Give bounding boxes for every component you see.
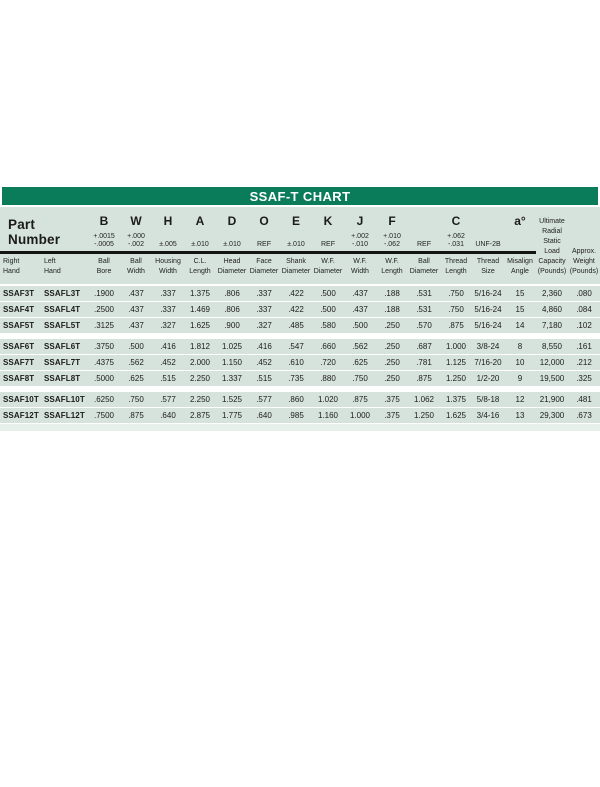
capacity-header-line: Static Load (543, 238, 561, 255)
table-row (0, 392, 600, 407)
header-letters-row (0, 207, 600, 251)
tolerance-line: REF (417, 241, 431, 248)
column-letter: J (356, 214, 364, 228)
data-cell: .875 (128, 411, 144, 420)
tolerance-line: ±.010 (223, 241, 241, 248)
data-cell: .188 (384, 289, 400, 298)
tolerance-line: -.002 (128, 241, 144, 248)
sublabel-line: Diameter (281, 268, 311, 275)
column-tolerance (447, 233, 465, 249)
sublabel-line: Ball (130, 258, 142, 265)
data-cell: .250 (384, 358, 400, 367)
tolerance-line: +.000 (127, 233, 145, 240)
column-sublabel (152, 254, 184, 284)
part-number-left-hand: SSAFL4T (44, 305, 81, 314)
data-cell: .500 (128, 342, 144, 351)
data-cell: .416 (256, 342, 272, 351)
data-cell: .750 (128, 395, 144, 404)
column-letter: F (388, 214, 396, 228)
data-cell: .750 (448, 289, 464, 298)
table-header (0, 207, 600, 284)
dimension-column-head (344, 207, 376, 251)
chart-title: SSAF-T CHART (249, 188, 351, 204)
data-cell: 2.250 (189, 395, 211, 404)
dimension-column-head (472, 207, 504, 251)
data-cell: 1.625 (445, 411, 467, 420)
data-cell: .610 (288, 358, 304, 367)
weight-header-stack (568, 207, 600, 284)
sublabel-line: Housing (155, 258, 181, 265)
column-tolerance (159, 241, 176, 249)
data-cell: .750 (352, 374, 368, 383)
column-sublabel (280, 254, 312, 284)
column-letter: K (323, 214, 333, 228)
column-letter: O (259, 214, 269, 228)
tolerance-line: +.002 (351, 233, 369, 240)
table-row (0, 371, 600, 386)
dimension-column-head (120, 207, 152, 251)
data-cell: .531 (416, 305, 432, 314)
data-cell: 8,550 (541, 342, 563, 351)
column-sublabel (408, 254, 440, 284)
data-cell: 1.062 (413, 395, 435, 404)
column-sublabel (248, 254, 280, 284)
sublabel-line: Length (381, 268, 403, 275)
data-cell: 1.469 (189, 305, 211, 314)
data-cell: .080 (576, 289, 592, 298)
hand-column-label (40, 254, 88, 284)
sublabel-line: Misalign (507, 258, 533, 265)
data-cell: 5/16-24 (474, 321, 502, 330)
data-cell: .437 (128, 289, 144, 298)
dimension-column-head (312, 207, 344, 251)
tolerance-line: -.031 (448, 241, 464, 248)
part-number-left-hand: SSAFL7T (44, 358, 81, 367)
column-sublabel (216, 254, 248, 284)
hand-column-label (0, 254, 40, 284)
data-cell: .875 (448, 321, 464, 330)
dimension-column-head (440, 207, 472, 251)
sublabel-line: Bore (96, 268, 112, 275)
data-cell: .562 (128, 358, 144, 367)
data-cell: .250 (384, 342, 400, 351)
column-sublabel (88, 254, 120, 284)
data-cell: .422 (288, 305, 304, 314)
column-tolerance (417, 241, 431, 249)
tolerance-line: UNF-2B (475, 241, 501, 248)
sublabel-line: Angle (511, 268, 529, 275)
column-tolerance (287, 241, 304, 249)
data-cell: .860 (288, 395, 304, 404)
data-cell: 1.150 (221, 358, 243, 367)
column-tolerance (257, 241, 271, 249)
dimension-column-head (248, 207, 280, 251)
sublabel-line: Length (445, 268, 467, 275)
data-cell: .337 (256, 289, 272, 298)
data-cell: 1.375 (445, 395, 467, 404)
tolerance-line: +.062 (447, 233, 465, 240)
data-cell: 7,180 (541, 321, 563, 330)
data-cell: .750 (448, 305, 464, 314)
weight-header-line: Approx. (571, 248, 597, 255)
dimension-column-head (376, 207, 408, 251)
data-cell: 7/16-20 (474, 358, 502, 367)
data-cell: .660 (320, 342, 336, 351)
data-cell: .7500 (93, 411, 115, 420)
column-sublabel (344, 254, 376, 284)
dimension-column-head (152, 207, 184, 251)
column-tolerance (93, 233, 115, 249)
data-cell: .437 (352, 289, 368, 298)
data-cell: .515 (256, 374, 272, 383)
data-cell: .325 (576, 374, 592, 383)
part-number-left-hand: SSAFL6T (44, 342, 81, 351)
sublabel-line: Thread (476, 258, 500, 265)
part-number-right-hand: SSAF5T (3, 321, 35, 330)
data-cell: 1.000 (349, 411, 371, 420)
weight-header-line: (Pounds) (569, 268, 599, 275)
sublabel-line: W.F. (353, 258, 367, 265)
column-letter: H (163, 214, 173, 228)
tolerance-line: +.010 (383, 233, 401, 240)
data-cell: .673 (576, 411, 592, 420)
column-sublabel (472, 254, 504, 284)
data-cell: .2500 (93, 305, 115, 314)
table-row (0, 339, 600, 354)
data-cell: 29,300 (539, 411, 565, 420)
data-cell: 1.025 (221, 342, 243, 351)
data-cell: .570 (416, 321, 432, 330)
sublabel-line: Size (481, 268, 495, 275)
data-cell: 15 (515, 305, 525, 314)
tolerance-line: +.0015 (93, 233, 115, 240)
capacity-header-line: Radial (542, 228, 562, 235)
data-cell: .084 (576, 305, 592, 314)
data-cell: .806 (224, 289, 240, 298)
capacity-header-stack (536, 207, 568, 284)
data-cell: .437 (352, 305, 368, 314)
sublabel-line: C.L. (193, 258, 207, 265)
data-cell: .337 (160, 305, 176, 314)
data-cell: .500 (320, 289, 336, 298)
data-cell: 10 (515, 358, 525, 367)
data-cell: 8 (517, 342, 523, 351)
table-tail-strip (0, 424, 600, 431)
data-cell: 3/8-24 (476, 342, 500, 351)
tolerance-line: ±.010 (191, 241, 209, 248)
sublabel-line: Diameter (249, 268, 279, 275)
data-cell: 1.375 (189, 289, 211, 298)
data-cell: 1.775 (221, 411, 243, 420)
table-row (0, 355, 600, 370)
column-tolerance (351, 233, 369, 249)
sublabel-line: Width (127, 268, 145, 275)
data-cell: 1.337 (221, 374, 243, 383)
data-cell: 14 (515, 321, 525, 330)
column-letter: D (227, 214, 237, 228)
data-cell: .481 (576, 395, 592, 404)
data-cell: .437 (128, 321, 144, 330)
table-row (0, 408, 600, 423)
dimension-column-head (408, 207, 440, 251)
sublabel-line: Head (223, 258, 241, 265)
part-number-right-hand: SSAF12T (3, 411, 39, 420)
data-cell: 5/16-24 (474, 305, 502, 314)
part-number-left-hand: SSAFL12T (44, 411, 85, 420)
data-cell: .781 (416, 358, 432, 367)
sublabel-line: Hand (3, 268, 20, 275)
data-cell: .337 (160, 289, 176, 298)
data-cell: .640 (256, 411, 272, 420)
column-sublabel (184, 254, 216, 284)
dimension-column-head (88, 207, 120, 251)
data-cell: 2.875 (189, 411, 211, 420)
data-cell: .452 (160, 358, 176, 367)
data-cell: 1.000 (445, 342, 467, 351)
data-cell: 1.525 (221, 395, 243, 404)
data-cell: 1.160 (317, 411, 339, 420)
dimension-column-head (216, 207, 248, 251)
data-cell: .880 (320, 374, 336, 383)
part-number-left-hand: SSAFL10T (44, 395, 85, 404)
table-body (0, 286, 600, 431)
sublabel-line: Right (3, 258, 20, 265)
data-cell: .875 (352, 395, 368, 404)
data-cell: 2.000 (189, 358, 211, 367)
data-cell: .327 (160, 321, 176, 330)
data-cell: .531 (416, 289, 432, 298)
sublabel-line: W.F. (385, 258, 399, 265)
data-cell: .485 (288, 321, 304, 330)
column-tolerance (191, 241, 208, 249)
data-cell: 1/2-20 (476, 374, 500, 383)
data-cell: 1.125 (445, 358, 467, 367)
column-letter: W (130, 214, 142, 228)
data-cell: 13 (515, 411, 525, 420)
column-tolerance (127, 233, 145, 249)
sublabel-line: Length (189, 268, 211, 275)
part-number-right-hand: SSAF8T (3, 374, 35, 383)
data-cell: .515 (160, 374, 176, 383)
data-cell: .625 (352, 358, 368, 367)
data-cell: 12 (515, 395, 525, 404)
tolerance-line: REF (257, 241, 271, 248)
tolerance-line: REF (321, 241, 335, 248)
part-number-right-hand: SSAF6T (3, 342, 35, 351)
tolerance-line: ±.005 (159, 241, 177, 248)
sublabel-line: Thread (444, 258, 468, 265)
dimension-column-head (184, 207, 216, 251)
data-cell: .250 (384, 321, 400, 330)
sublabel-line: Width (159, 268, 177, 275)
capacity-header-line: Capacity (538, 258, 566, 265)
column-letter: C (451, 214, 461, 228)
data-cell: .6250 (93, 395, 115, 404)
data-cell: .875 (416, 374, 432, 383)
data-cell: .416 (160, 342, 176, 351)
data-cell: .337 (256, 305, 272, 314)
column-sublabel (120, 254, 152, 284)
data-cell: .212 (576, 358, 592, 367)
data-cell: .422 (288, 289, 304, 298)
data-cell: .327 (256, 321, 272, 330)
tolerance-line: -.010 (352, 241, 368, 248)
sublabel-line: Diameter (217, 268, 247, 275)
part-number-left-hand: SSAFL8T (44, 374, 81, 383)
part-number-heading: Part Number (8, 217, 61, 247)
table-row (0, 302, 600, 317)
table-row (0, 318, 600, 333)
data-cell: .500 (352, 321, 368, 330)
data-cell: .102 (576, 321, 592, 330)
column-letter: A (195, 214, 205, 228)
data-cell: .577 (256, 395, 272, 404)
data-cell: .562 (352, 342, 368, 351)
sublabel-line: Width (351, 268, 369, 275)
dimension-column-head (280, 207, 312, 251)
dimension-column-head (504, 207, 536, 251)
header-sublabels-row (0, 254, 600, 284)
data-cell: .452 (256, 358, 272, 367)
ssaf-t-chart (0, 187, 600, 431)
data-cell: 1.250 (413, 411, 435, 420)
data-cell: .1900 (93, 289, 115, 298)
data-cell: 1.020 (317, 395, 339, 404)
data-cell: .3750 (93, 342, 115, 351)
sublabel-line: Hand (44, 268, 61, 275)
data-cell: .4375 (93, 358, 115, 367)
part-number-right-hand: SSAF7T (3, 358, 35, 367)
part-number-right-hand: SSAF10T (3, 395, 39, 404)
data-cell: .547 (288, 342, 304, 351)
part-number-right-hand: SSAF4T (3, 305, 35, 314)
data-cell: .735 (288, 374, 304, 383)
data-cell: .985 (288, 411, 304, 420)
data-cell: .161 (576, 342, 592, 351)
data-cell: .720 (320, 358, 336, 367)
part-number-right-hand: SSAF3T (3, 289, 35, 298)
sublabel-line: Face (256, 258, 272, 265)
data-cell: 21,900 (539, 395, 565, 404)
column-sublabel (312, 254, 344, 284)
part-number-left-hand: SSAFL3T (44, 289, 81, 298)
data-cell: .437 (128, 305, 144, 314)
data-cell: .3125 (93, 321, 115, 330)
data-cell: .640 (160, 411, 176, 420)
column-letter: E (291, 214, 300, 228)
data-cell: 19,500 (539, 374, 565, 383)
data-cell: .687 (416, 342, 432, 351)
column-sublabel (376, 254, 408, 284)
data-cell: .188 (384, 305, 400, 314)
tolerance-line: -.062 (384, 241, 400, 248)
column-letter: B (99, 214, 109, 228)
column-tolerance (321, 241, 335, 249)
data-cell: 1.812 (189, 342, 211, 351)
sublabel-line: Diameter (313, 268, 343, 275)
data-cell: 2,360 (541, 289, 563, 298)
data-cell: 12,000 (539, 358, 565, 367)
data-cell: .806 (224, 305, 240, 314)
table-row (0, 286, 600, 301)
column-sublabel (504, 254, 536, 284)
tolerance-line: -.0005 (94, 241, 114, 248)
data-cell: .580 (320, 321, 336, 330)
sublabel-line: Shank (286, 258, 306, 265)
data-cell: 5/8-18 (476, 395, 500, 404)
data-cell: 3/4-16 (476, 411, 500, 420)
column-tolerance (383, 233, 401, 249)
column-tolerance (223, 241, 240, 249)
data-cell: .375 (384, 411, 400, 420)
tolerance-line: ±.010 (287, 241, 305, 248)
data-cell: 5/16-24 (474, 289, 502, 298)
data-cell: .625 (128, 374, 144, 383)
data-cell: .500 (320, 305, 336, 314)
data-cell: 1.250 (445, 374, 467, 383)
sublabel-line: Ball (418, 258, 430, 265)
data-cell: 4,860 (541, 305, 563, 314)
data-cell: 2.250 (189, 374, 211, 383)
data-cell: .5000 (93, 374, 115, 383)
weight-header-line: Weight (573, 258, 595, 265)
data-cell: .250 (384, 374, 400, 383)
sublabel-line: Left (44, 258, 56, 265)
column-letter: a° (514, 214, 526, 228)
sublabel-line: Ball (98, 258, 110, 265)
column-sublabel (440, 254, 472, 284)
data-cell: 9 (517, 374, 523, 383)
capacity-header-line: Ultimate (539, 218, 565, 225)
column-tolerance (475, 241, 500, 249)
part-number-left-hand: SSAFL5T (44, 321, 81, 330)
data-cell: 1.625 (189, 321, 211, 330)
sublabel-line: Diameter (409, 268, 439, 275)
capacity-header-line: (Pounds) (537, 268, 567, 275)
chart-title-bar (2, 187, 598, 205)
sublabel-line: W.F. (321, 258, 335, 265)
data-cell: .900 (224, 321, 240, 330)
data-cell: .577 (160, 395, 176, 404)
data-cell: 15 (515, 289, 525, 298)
data-cell: .375 (384, 395, 400, 404)
